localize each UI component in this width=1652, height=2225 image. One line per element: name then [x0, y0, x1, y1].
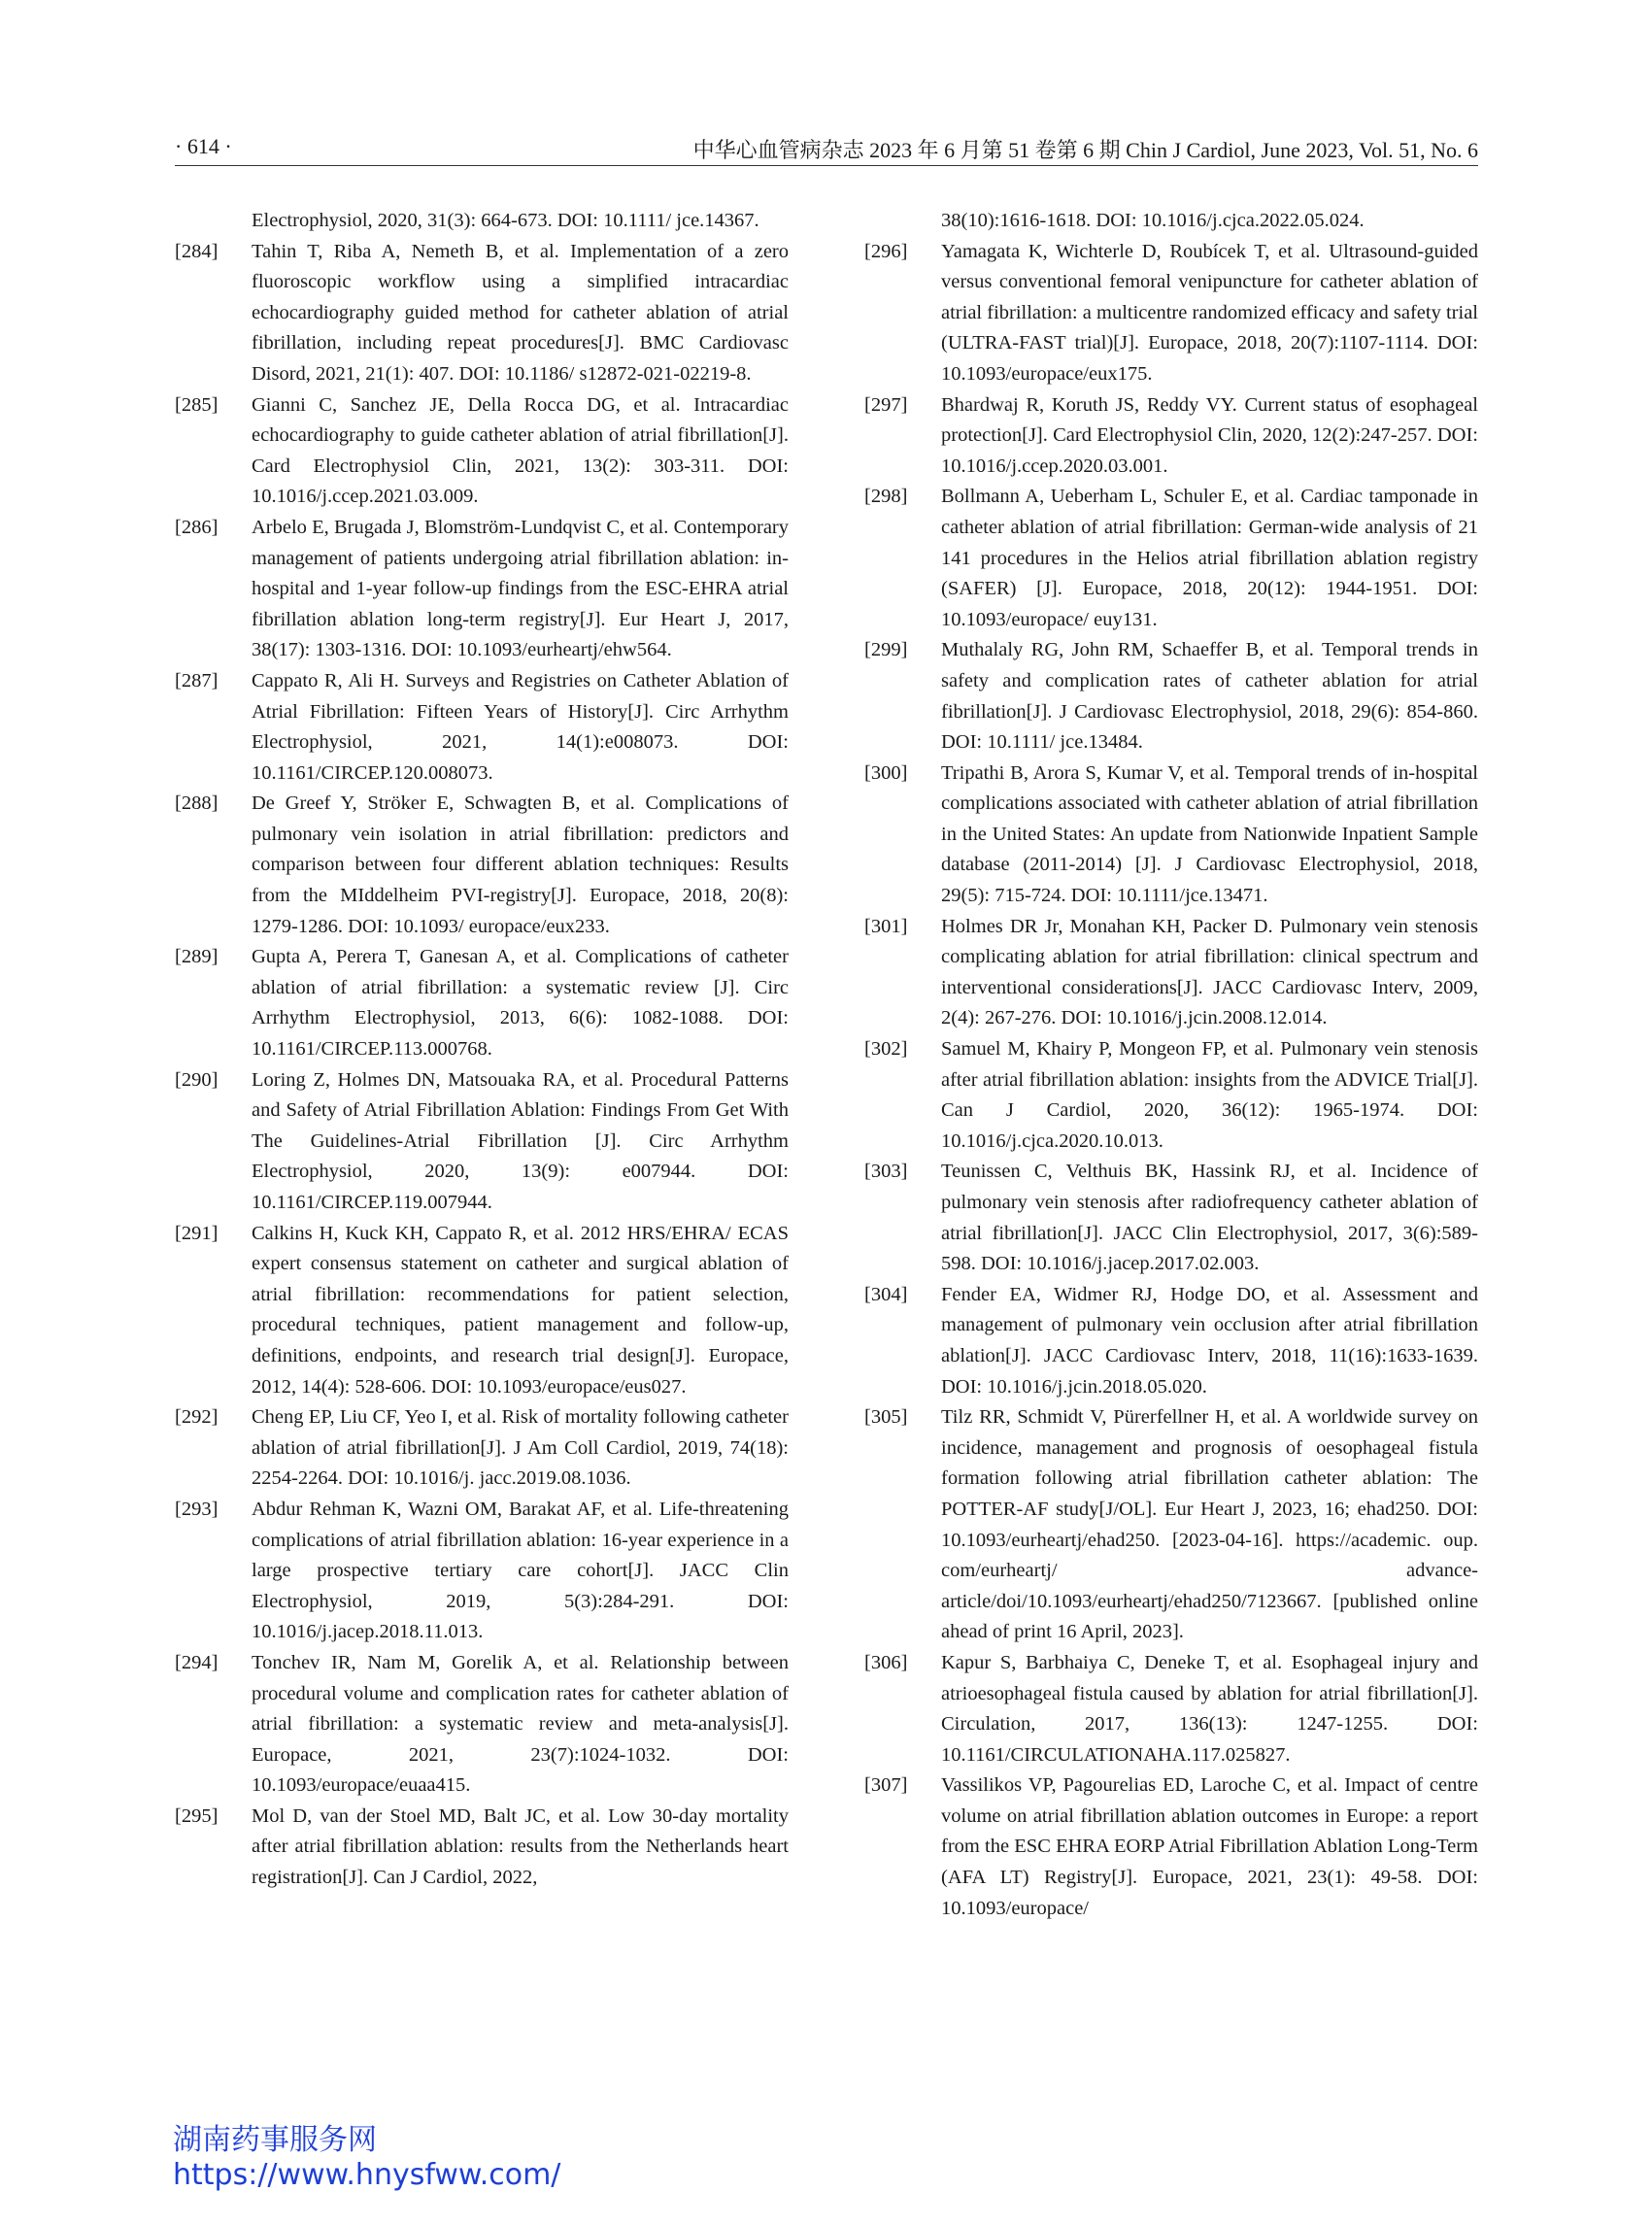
reference-number: [295]: [175, 1804, 219, 1827]
reference-text: Arbelo E, Brugada J, Blomström-Lundqvist C, et al. Contemporary management of patients undergoing atrial fibrillation ablation: in-hospital and 1-year follow-up findings from the ESC-EHRA atrial fibrillation ablation long-term registry[J]. Eur Heart J, 2017, 38(17): 1303-1316. DOI: 10.1093/eurheartj/ehw564.: [252, 516, 789, 661]
reference-number: [287]: [175, 669, 219, 691]
reference-number: [300]: [864, 761, 908, 784]
reference-entry: [864, 206, 1478, 237]
reference-text: De Greef Y, Ströker E, Schwagten B, et al. Complications of pulmonary vein isolation in atrial fibrillation: predictors and comparison between four different ablation techniques: Results from the MIddelheim PVI-registry[J]. Europace, 2018, 20(8): 1279-1286. DOI: 10.1093/ europace/eux233.: [252, 792, 789, 937]
reference-text: Cappato R, Ali H. Surveys and Registries on Catheter Ablation of Atrial Fibrillation: Fifteen Years of History[J]. Circ Arrhythm Electrophysiol, 2021, 14(1):e008073. DOI: 10.1161/CIRCEP.120.008073.: [252, 669, 789, 784]
reference-entry: [864, 237, 1478, 390]
reference-entry: [864, 390, 1478, 483]
reference-text: Calkins H, Kuck KH, Cappato R, et al. 2012 HRS/EHRA/ ECAS expert consensus statement on catheter and surgical ablation of atrial fibrillation: recommendations for patient selection, procedural techniques, patient management and follow-up, definitions, endpoints, and research trial design[J]. Europace, 2012, 14(4): 528-606. DOI: 10.1093/europace/eus027.: [252, 1222, 789, 1398]
reference-entry: [864, 1034, 1478, 1157]
reference-text: Gianni C, Sanchez JE, Della Rocca DG, et al. Intracardiac echocardiography to guide catheter ablation of atrial fibrillation[J]. Card Electrophysiol Clin, 2021, 13(2): 303-311. DOI: 10.1016/j.ccep.2021.03.009.: [252, 393, 789, 508]
reference-entry: [864, 912, 1478, 1034]
reference-number: [297]: [864, 393, 908, 416]
left-column: [175, 206, 789, 1894]
reference-entry: [175, 1219, 789, 1403]
reference-entry: [175, 513, 789, 666]
reference-number: [301]: [864, 915, 908, 937]
reference-number: [304]: [864, 1283, 908, 1305]
reference-text: Kapur S, Barbhaiya C, Deneke T, et al. Esophageal injury and atrioesophageal fistula caused by ablation for atrial fibrillation[J]. Circulation, 2017, 136(13): 1247-1255. DOI: 10.1161/CIRCULATIONAHA.117.025827.: [941, 1651, 1478, 1766]
reference-number: [294]: [175, 1651, 219, 1673]
reference-entry: [175, 237, 789, 390]
reference-text: Vassilikos VP, Pagourelias ED, Laroche C, et al. Impact of centre volume on atrial fibrillation ablation outcomes in Europe: a report from the ESC EHRA EORP Atrial Fibrillation Ablation Long-Term (AFA LT) Registry[J]. Europace, 2021, 23(1): 49-58. DOI: 10.1093/europace/: [941, 1774, 1478, 1919]
reference-text: 38(10):1616-1618. DOI: 10.1016/j.cjca.2022.05.024.: [941, 210, 1365, 231]
reference-number: [289]: [175, 946, 219, 968]
reference-number: [298]: [864, 486, 908, 508]
reference-number: [290]: [175, 1068, 219, 1091]
reference-entry: [175, 942, 789, 1064]
reference-number: [292]: [175, 1406, 219, 1429]
reference-number: [286]: [175, 516, 219, 538]
reference-entry: [175, 789, 789, 942]
watermark: [173, 2123, 560, 2193]
reference-entry: [175, 1802, 789, 1894]
reference-entry: [864, 1402, 1478, 1648]
journal-citation: 中华心血管病杂志 2023 年 6 月第 51 卷第 6 期 Chin J Cardiol, June 2023, Vol. 51, No. 6: [692, 138, 1478, 162]
reference-number: [864, 206, 941, 237]
reference-text: Muthalaly RG, John RM, Schaeffer B, et al. Temporal trends in safety and complication rates of catheter ablation for atrial fibrillation[J]. J Cardiovasc Electrophysiol, 2018, 29(6): 854-860. DOI: 10.1111/ jce.13484.: [941, 639, 1478, 754]
reference-number: [299]: [864, 639, 908, 661]
reference-text: Holmes DR Jr, Monahan KH, Packer D. Pulmonary vein stenosis complicating ablation for atrial fibrillation: clinical spectrum and interventional considerations[J]. JACC Cardiovasc Interv, 2009, 2(4): 267-276. DOI: 10.1016/j.jcin.2008.12.014.: [941, 915, 1478, 1029]
reference-entry: [864, 1648, 1478, 1770]
reference-text: Tahin T, Riba A, Nemeth B, et al. Implementation of a zero fluoroscopic workflow using a simplified intracardiac echocardiography guided method for catheter ablation of atrial fibrillation, including repeat procedures[J]. BMC Cardiovasc Disord, 2021, 21(1): 407. DOI: 10.1186/ s12872-021-02219-8.: [252, 240, 789, 385]
reference-entry: [864, 482, 1478, 635]
reference-text: Bhardwaj R, Koruth JS, Reddy VY. Current status of esophageal protection[J]. Card Electrophysiol Clin, 2020, 12(2):247-257. DOI: 10.1016/j.ccep.2020.03.001.: [941, 393, 1478, 477]
reference-entry: [864, 1157, 1478, 1279]
reference-entry: [175, 666, 789, 789]
reference-number: [307]: [864, 1774, 908, 1797]
reference-entry: [864, 635, 1478, 758]
reference-entry: [864, 759, 1478, 912]
reference-number: [306]: [864, 1651, 908, 1673]
reference-text: Tonchev IR, Nam M, Gorelik A, et al. Relationship between procedural volume and complication rates for catheter ablation of atrial fibrillation: a systematic review and meta-analysis[J]. Europace, 2021, 23(7):1024-1032. DOI: 10.1093/europace/euaa415.: [252, 1651, 789, 1797]
reference-number: [285]: [175, 393, 219, 416]
reference-number: [284]: [175, 240, 219, 262]
right-column: [864, 206, 1478, 1924]
reference-text: Teunissen C, Velthuis BK, Hassink RJ, et al. Incidence of pulmonary vein stenosis after radiofrequency catheter ablation of atrial fibrillation[J]. JACC Clin Electrophysiol, 2017, 3(6):589-598. DOI: 10.1016/j.jacep.2017.02.003.: [941, 1161, 1478, 1275]
reference-number: [288]: [175, 792, 219, 815]
reference-entry: [175, 1648, 789, 1802]
reference-text: Samuel M, Khairy P, Mongeon FP, et al. Pulmonary vein stenosis after atrial fibrillation ablation: insights from the ADVICE Trial[J]. Can J Cardiol, 2020, 36(12): 1965-1974. DOI: 10.1016/j.cjca.2020.10.013.: [941, 1038, 1478, 1152]
reference-number: [296]: [864, 240, 908, 262]
reference-text: Tilz RR, Schmidt V, Pürerfellner H, et al. A worldwide survey on incidence, management and prognosis of oesophageal fistula formation following atrial fibrillation catheter ablation: The POTTER-AF study[J/OL]. Eur Heart J, 2023, 16; ehad250. DOI: 10.1093/eurheartj/ehad250. [2023-04-16]. https://academic. oup. com/eurheartj/ advance-article/doi/10.1093/eurheartj/ehad250/7123667. [published online ahead of print 16 April, 2023].: [941, 1406, 1478, 1643]
reference-entry: [175, 390, 789, 513]
reference-number: [305]: [864, 1406, 908, 1429]
page-header: [175, 132, 1478, 166]
reference-entry: [864, 1280, 1478, 1402]
reference-text: Bollmann A, Ueberham L, Schuler E, et al. Cardiac tamponade in catheter ablation of atrial fibrillation: German-wide analysis of 21 141 procedures in the Helios atrial fibrillation ablation registry (SAFER) [J]. Europace, 2018, 20(12): 1944-1951. DOI: 10.1093/europace/ euy131.: [941, 486, 1478, 630]
reference-text: Tripathi B, Arora S, Kumar V, et al. Temporal trends of in-hospital complications associated with catheter ablation of atrial fibrillation in the United States: An update from Nationwide Inpatient Sample database (2011-2014) [J]. J Cardiovasc Electrophysiol, 2018, 29(5): 715-724. DOI: 10.1111/jce.13471.: [941, 761, 1478, 907]
reference-text: Loring Z, Holmes DN, Matsouaka RA, et al. Procedural Patterns and Safety of Atrial Fibrillation Ablation: Findings From Get With The Guidelines-Atrial Fibrillation [J]. Circ Arrhythm Electrophysiol, 2020, 13(9): e007944. DOI: 10.1161/CIRCEP.119.007944.: [252, 1068, 789, 1213]
reference-entry: [864, 1770, 1478, 1924]
reference-number: [291]: [175, 1222, 219, 1244]
reference-text: Gupta A, Perera T, Ganesan A, et al. Complications of catheter ablation of atrial fibrillation: a systematic review [J]. Circ Arrhythm Electrophysiol, 2013, 6(6): 1082-1088. DOI: 10.1161/CIRCEP.113.000768.: [252, 946, 789, 1061]
reference-number: [175, 206, 252, 237]
watermark-name: 湖南药事服务网: [173, 2123, 377, 2157]
reference-text: Electrophysiol, 2020, 31(3): 664-673. DOI: 10.1111/ jce.14367.: [252, 210, 759, 231]
reference-entry: [175, 1495, 789, 1648]
reference-text: Fender EA, Widmer RJ, Hodge DO, et al. Assessment and management of pulmonary vein occlusion after atrial fibrillation ablation[J]. JACC Cardiovasc Interv, 2018, 11(16):1633-1639. DOI: 10.1016/j.jcin.2018.05.020.: [941, 1283, 1478, 1398]
reference-entry: [175, 206, 789, 237]
reference-entry: [175, 1402, 789, 1495]
reference-number: [293]: [175, 1498, 219, 1520]
reference-number: [303]: [864, 1161, 908, 1183]
reference-text: Mol D, van der Stoel MD, Balt JC, et al. Low 30-day mortality after atrial fibrillation ablation: results from the Netherlands heart registration[J]. Can J Cardiol, 2022,: [252, 1804, 789, 1889]
reference-number: [302]: [864, 1038, 908, 1061]
reference-text: Cheng EP, Liu CF, Yeo I, et al. Risk of mortality following catheter ablation of atrial fibrillation[J]. J Am Coll Cardiol, 2019, 74(18): 2254-2264. DOI: 10.1016/j. jacc.2019.08.1036.: [252, 1406, 789, 1490]
reference-entry: [175, 1065, 789, 1219]
reference-text: Abdur Rehman K, Wazni OM, Barakat AF, et al. Life-threatening complications of atrial fibrillation ablation: 16-year experience in a large prospective tertiary care cohort[J]. JACC Clin Electrophysiol, 2019, 5(3):284-291. DOI: 10.1016/j.jacep.2018.11.013.: [252, 1498, 789, 1643]
page-number: · 614 ·: [175, 134, 232, 158]
reference-text: Yamagata K, Wichterle D, Roubícek T, et al. Ultrasound-guided versus conventional femoral venipuncture for catheter ablation of atrial fibrillation: a multicentre randomized efficacy and safety trial (ULTRA-FAST trial)[J]. Europace, 2018, 20(7):1107-1114. DOI: 10.1093/europace/eux175.: [941, 240, 1478, 385]
watermark-url[interactable]: https://www.hnysfww.com/: [173, 2158, 561, 2192]
